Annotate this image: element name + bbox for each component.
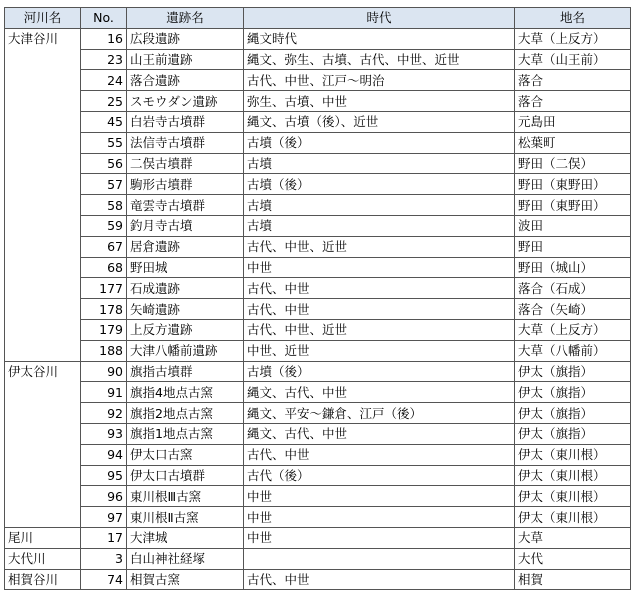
river-name-cell: 尾川 [5, 527, 81, 548]
river-name-cell: 大代川 [5, 548, 81, 569]
era-cell: 縄文、古代、中世 [244, 423, 515, 444]
place-name-cell: 野田（二俣） [515, 153, 631, 174]
site-name-cell: 石成遺跡 [127, 278, 244, 299]
site-number-cell: 57 [81, 174, 127, 195]
site-name-cell: 大津八幡前遺跡 [127, 340, 244, 361]
era-cell: 古墳（後） [244, 132, 515, 153]
site-number-cell: 94 [81, 444, 127, 465]
place-name-cell: 野田 [515, 236, 631, 257]
place-name-cell: 大草（山王前） [515, 49, 631, 70]
site-number-cell: 179 [81, 319, 127, 340]
era-cell: 弥生、古墳、中世 [244, 91, 515, 112]
place-name-cell: 野田（城山） [515, 257, 631, 278]
river-name-cell: 伊太谷川 [5, 361, 81, 527]
era-cell: 中世、近世 [244, 340, 515, 361]
place-name-cell: 落合 [515, 70, 631, 91]
table-row [5, 111, 631, 132]
place-name-cell: 波田 [515, 215, 631, 236]
era-cell: 古代、中世、近世 [244, 319, 515, 340]
site-name-cell: 野田城 [127, 257, 244, 278]
table-row [5, 195, 631, 216]
place-name-cell: 大代 [515, 548, 631, 569]
era-cell: 中世 [244, 507, 515, 528]
table-row [5, 507, 631, 528]
era-cell: 中世 [244, 527, 515, 548]
place-name-cell: 伊太（旗指） [515, 423, 631, 444]
place-name-cell: 伊太（東川根） [515, 444, 631, 465]
table-row [5, 465, 631, 486]
table-row [5, 444, 631, 465]
site-name-cell: 東川根Ⅲ古窯 [127, 486, 244, 507]
header-place-name: 地名 [515, 8, 631, 29]
site-name-cell: 山王前遺跡 [127, 49, 244, 70]
place-name-cell: 伊太（東川根） [515, 465, 631, 486]
header-river: 河川名 [5, 8, 81, 29]
era-cell: 古墳 [244, 153, 515, 174]
era-cell [244, 548, 515, 569]
site-number-cell: 92 [81, 403, 127, 424]
site-number-cell: 17 [81, 527, 127, 548]
site-number-cell: 24 [81, 70, 127, 91]
place-name-cell: 伊太（東川根） [515, 486, 631, 507]
table-row [5, 278, 631, 299]
site-number-cell: 45 [81, 111, 127, 132]
place-name-cell: 元島田 [515, 111, 631, 132]
era-cell: 中世 [244, 257, 515, 278]
site-number-cell: 3 [81, 548, 127, 569]
place-name-cell: 落合（矢崎） [515, 299, 631, 320]
table-row [5, 423, 631, 444]
table-row [5, 527, 631, 548]
era-cell: 縄文時代 [244, 28, 515, 49]
site-number-cell: 16 [81, 28, 127, 49]
site-name-cell: 白岩寺古墳群 [127, 111, 244, 132]
site-name-cell: 矢崎遺跡 [127, 299, 244, 320]
site-number-cell: 55 [81, 132, 127, 153]
site-number-cell: 178 [81, 299, 127, 320]
site-name-cell: 落合遺跡 [127, 70, 244, 91]
table-row [5, 548, 631, 569]
table-row [5, 257, 631, 278]
site-number-cell: 177 [81, 278, 127, 299]
site-number-cell: 23 [81, 49, 127, 70]
place-name-cell: 松葉町 [515, 132, 631, 153]
table-row [5, 403, 631, 424]
table-row [5, 153, 631, 174]
place-name-cell: 落合（石成） [515, 278, 631, 299]
site-name-cell: 東川根Ⅱ古窯 [127, 507, 244, 528]
place-name-cell: 野田（東野田） [515, 195, 631, 216]
site-name-cell: 広段遺跡 [127, 28, 244, 49]
era-cell: 中世 [244, 486, 515, 507]
era-cell: 古代、中世 [244, 278, 515, 299]
era-cell: 古代、中世 [244, 569, 515, 590]
place-name-cell: 大草（八幡前） [515, 340, 631, 361]
place-name-cell: 伊太（旗指） [515, 382, 631, 403]
site-number-cell: 93 [81, 423, 127, 444]
site-number-cell: 95 [81, 465, 127, 486]
table-row [5, 236, 631, 257]
table-row [5, 49, 631, 70]
table-body [5, 28, 631, 590]
place-name-cell: 大草（上反方） [515, 319, 631, 340]
place-name-cell: 大草 [515, 527, 631, 548]
site-number-cell: 67 [81, 236, 127, 257]
site-number-cell: 68 [81, 257, 127, 278]
site-number-cell: 25 [81, 91, 127, 112]
era-cell: 古代、中世 [244, 444, 515, 465]
site-number-cell: 96 [81, 486, 127, 507]
site-name-cell: 大津城 [127, 527, 244, 548]
table-row [5, 70, 631, 91]
site-number-cell: 97 [81, 507, 127, 528]
site-name-cell: 旗指1地点古窯 [127, 423, 244, 444]
era-cell: 縄文、古代、中世 [244, 382, 515, 403]
site-number-cell: 188 [81, 340, 127, 361]
era-cell: 縄文、弥生、古墳、古代、中世、近世 [244, 49, 515, 70]
site-name-cell: 二俣古墳群 [127, 153, 244, 174]
era-cell: 縄文、古墳（後）、近世 [244, 111, 515, 132]
table-row [5, 299, 631, 320]
site-name-cell: 相賀古窯 [127, 569, 244, 590]
heritage-sites-table [4, 7, 631, 590]
table-row [5, 215, 631, 236]
site-name-cell: 上反方遺跡 [127, 319, 244, 340]
site-name-cell: 法信寺古墳群 [127, 132, 244, 153]
era-cell: 古代、中世 [244, 299, 515, 320]
site-name-cell: 旗指2地点古窯 [127, 403, 244, 424]
site-name-cell: 駒形古墳群 [127, 174, 244, 195]
river-name-cell: 相賀谷川 [5, 569, 81, 590]
table-row [5, 132, 631, 153]
place-name-cell: 落合 [515, 91, 631, 112]
place-name-cell: 野田（東野田） [515, 174, 631, 195]
era-cell: 縄文、平安～鎌倉、江戸（後） [244, 403, 515, 424]
table-row [5, 382, 631, 403]
table-row [5, 486, 631, 507]
era-cell: 古代、中世、近世 [244, 236, 515, 257]
table-row [5, 174, 631, 195]
site-name-cell: 白山神社経塚 [127, 548, 244, 569]
table-row [5, 28, 631, 49]
table-row [5, 91, 631, 112]
era-cell: 古墳（後） [244, 174, 515, 195]
era-cell: 古墳 [244, 215, 515, 236]
site-name-cell: 旗指古墳群 [127, 361, 244, 382]
site-name-cell: スモウダン遺跡 [127, 91, 244, 112]
site-number-cell: 59 [81, 215, 127, 236]
site-name-cell: 伊太口古窯 [127, 444, 244, 465]
site-number-cell: 74 [81, 569, 127, 590]
site-number-cell: 90 [81, 361, 127, 382]
header-era: 時代 [244, 8, 515, 29]
river-name-cell: 大津谷川 [5, 28, 81, 361]
site-name-cell: 竜雲寺古墳群 [127, 195, 244, 216]
table-row [5, 361, 631, 382]
era-cell: 古代（後） [244, 465, 515, 486]
table-row [5, 340, 631, 361]
site-number-cell: 58 [81, 195, 127, 216]
place-name-cell: 相賀 [515, 569, 631, 590]
site-name-cell: 釣月寺古墳 [127, 215, 244, 236]
place-name-cell: 伊太（東川根） [515, 507, 631, 528]
table-row [5, 319, 631, 340]
header-number: No. [81, 8, 127, 29]
place-name-cell: 大草（上反方） [515, 28, 631, 49]
place-name-cell: 伊太（旗指） [515, 403, 631, 424]
place-name-cell: 伊太（旗指） [515, 361, 631, 382]
site-number-cell: 56 [81, 153, 127, 174]
site-number-cell: 91 [81, 382, 127, 403]
site-name-cell: 伊太口古墳群 [127, 465, 244, 486]
header-site-name: 遺跡名 [127, 8, 244, 29]
site-name-cell: 居倉遺跡 [127, 236, 244, 257]
era-cell: 古代、中世、江戸～明治 [244, 70, 515, 91]
header-row [5, 8, 631, 29]
table-row [5, 569, 631, 590]
era-cell: 古墳 [244, 195, 515, 216]
site-name-cell: 旗指4地点古窯 [127, 382, 244, 403]
era-cell: 古墳（後） [244, 361, 515, 382]
